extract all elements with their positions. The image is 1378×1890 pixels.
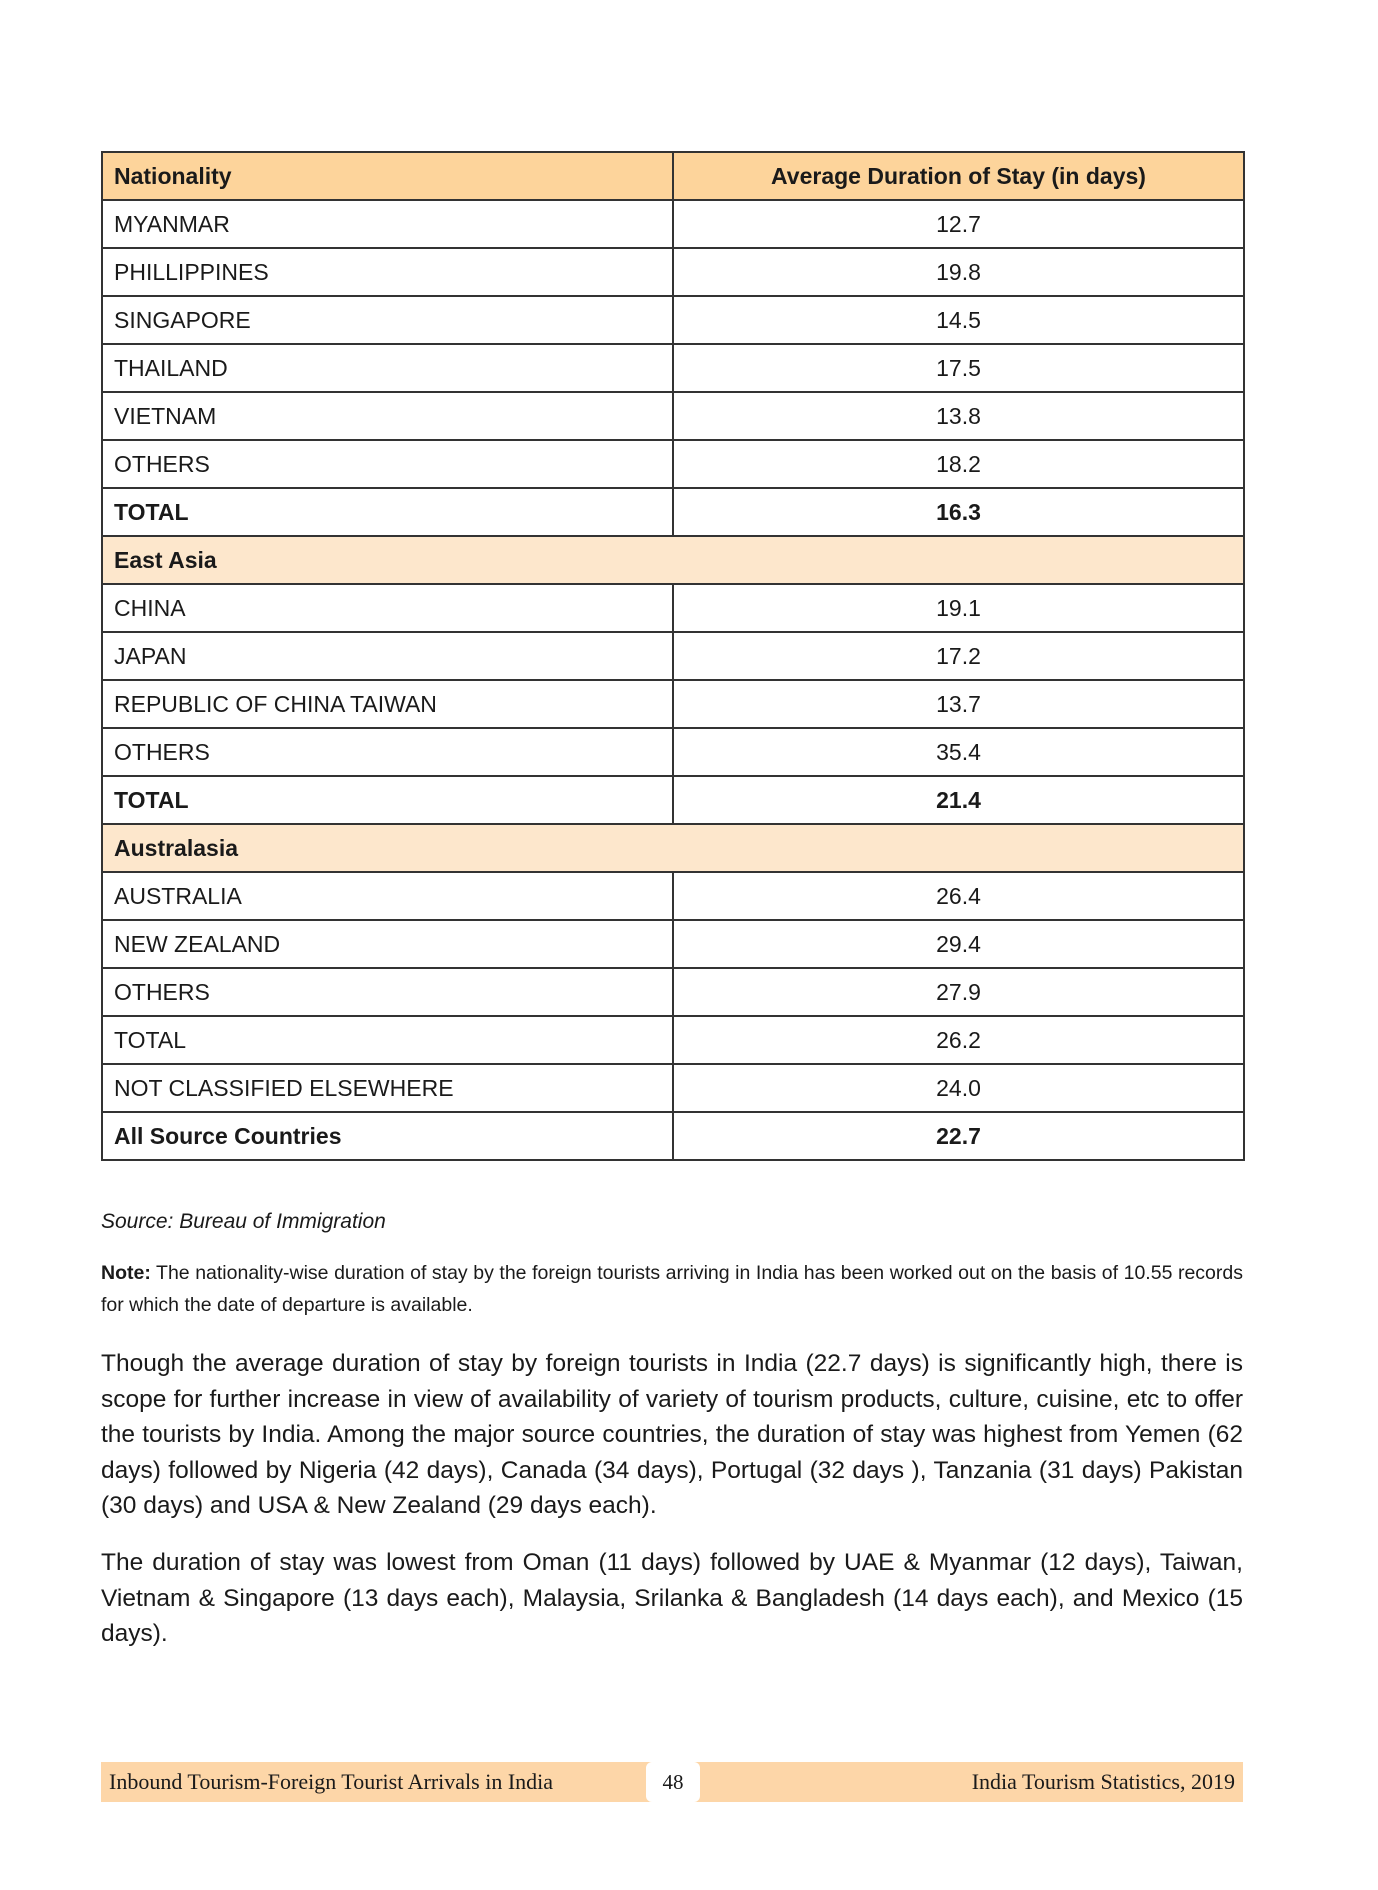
table-row (102, 200, 1244, 248)
duration-cell: 12.7 (673, 200, 1244, 248)
duration-cell: 19.1 (673, 584, 1244, 632)
table-row (102, 728, 1244, 776)
nationality-cell: PHILLIPPINES (102, 248, 673, 296)
duration-cell: 26.4 (673, 872, 1244, 920)
table-row (102, 632, 1244, 680)
nationality-cell: AUSTRALIA (102, 872, 673, 920)
table-row (102, 584, 1244, 632)
footer-publication-title: India Tourism Statistics, 2019 (971, 1769, 1235, 1794)
nationality-cell: OTHERS (102, 728, 673, 776)
nationality-cell: JAPAN (102, 632, 673, 680)
body-paragraph: Though the average duration of stay by foreign tourists in India (22.7 days) is significantly high, there is scope for further increase in view of availability of variety of tourism products, culture, cuisine, etc to offer the tourists by India. Among the major source countries, the duration of stay was highest from Yemen (62 days) followed by Nigeria (42 days), Canada (34 days), Portugal (32 days ), Tanzania (31 days) Pakistan (30 days) and USA & New Zealand (29 days each). (101, 1350, 1243, 1519)
duration-cell: 17.2 (673, 632, 1244, 680)
table-row (102, 392, 1244, 440)
nationality-cell: All Source Countries (102, 1112, 673, 1160)
duration-cell: 29.4 (673, 920, 1244, 968)
nationality-cell: TOTAL (102, 488, 673, 536)
table-row (102, 296, 1244, 344)
nationality-cell: SINGAPORE (102, 296, 673, 344)
note-label: Note: (101, 1262, 151, 1284)
section-header-row (102, 824, 1244, 872)
total-row (102, 488, 1244, 536)
nationality-cell: THAILAND (102, 344, 673, 392)
total-row (102, 1112, 1244, 1160)
nationality-cell: VIETNAM (102, 392, 673, 440)
table-header-row (102, 152, 1244, 200)
table-source: Source: Bureau of Immigration (101, 1210, 386, 1233)
nationality-cell: NEW ZEALAND (102, 920, 673, 968)
duration-of-stay-table (101, 151, 1245, 1161)
duration-cell: 17.5 (673, 344, 1244, 392)
table-row (102, 968, 1244, 1016)
nationality-cell: OTHERS (102, 440, 673, 488)
duration-cell: 21.4 (673, 776, 1244, 824)
duration-cell: 13.7 (673, 680, 1244, 728)
note-text: The nationality-wise duration of stay by the foreign tourists arriving in India has been worked out on the basis of 10.55 records for which the date of departure is available. (101, 1262, 1243, 1316)
duration-cell: 16.3 (673, 488, 1244, 536)
nationality-cell: NOT CLASSIFIED ELSEWHERE (102, 1064, 673, 1112)
duration-cell: 14.5 (673, 296, 1244, 344)
table-note (101, 1257, 1243, 1321)
duration-cell: 19.8 (673, 248, 1244, 296)
nationality-cell: TOTAL (102, 776, 673, 824)
total-row (102, 776, 1244, 824)
duration-cell: 13.8 (673, 392, 1244, 440)
table-row (102, 920, 1244, 968)
section-label: East Asia (102, 536, 1244, 584)
duration-cell: 24.0 (673, 1064, 1244, 1112)
duration-cell: 35.4 (673, 728, 1244, 776)
nationality-cell: OTHERS (102, 968, 673, 1016)
nationality-cell: TOTAL (102, 1016, 673, 1064)
nationality-cell: MYANMAR (102, 200, 673, 248)
table-row (102, 344, 1244, 392)
nationality-cell: CHINA (102, 584, 673, 632)
footer-chapter-title: Inbound Tourism-Foreign Tourist Arrivals in India (109, 1769, 554, 1794)
header-average-duration: Average Duration of Stay (in days) (673, 152, 1244, 200)
table-row (102, 680, 1244, 728)
table-body (102, 200, 1244, 1160)
header-nationality: Nationality (102, 152, 673, 200)
table-row (102, 1064, 1244, 1112)
section-label: Australasia (102, 824, 1244, 872)
table-row (102, 440, 1244, 488)
duration-cell: 22.7 (673, 1112, 1244, 1160)
section-header-row (102, 536, 1244, 584)
duration-cell: 26.2 (673, 1016, 1244, 1064)
table-row (102, 1016, 1244, 1064)
duration-cell: 27.9 (673, 968, 1244, 1016)
table-row (102, 872, 1244, 920)
page-footer (101, 1762, 1243, 1802)
duration-cell: 18.2 (673, 440, 1244, 488)
page-number: 48 (646, 1762, 700, 1802)
body-paragraph: The duration of stay was lowest from Oman (11 days) followed by UAE & Myanmar (12 days), Taiwan, Vietnam & Singapore (13 days each), Malaysia, Srilanka & Bangladesh (14 days each), and Mexico (15 days). (101, 1549, 1243, 1647)
table-row (102, 248, 1244, 296)
nationality-cell: REPUBLIC OF CHINA TAIWAN (102, 680, 673, 728)
